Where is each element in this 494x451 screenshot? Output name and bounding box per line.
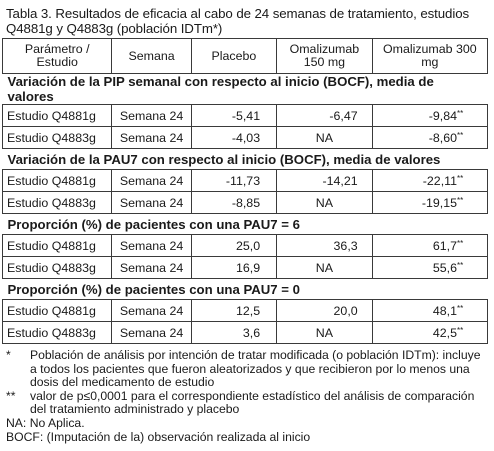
week-cell-value: Semana 24 — [119, 238, 184, 253]
footnote-text: Población de análisis por intención de tratar modificada (o población IDTm): incluye a todos los pacientes que fueron aleatorizados y que recibieron por lo menos una dosis del medicamento de estudio — [30, 348, 481, 390]
week-cell — [112, 105, 191, 127]
placebo-cell — [191, 192, 276, 214]
table-row — [3, 192, 488, 214]
significance-marker: ** — [457, 173, 464, 183]
omalizumab-150-cell-value: NA — [315, 260, 333, 275]
placebo-cell — [191, 300, 276, 322]
omalizumab-300-cell-value: -19,15 — [421, 195, 457, 210]
omalizumab-300-cell — [372, 235, 487, 257]
efficacy-table — [2, 38, 488, 344]
study-cell — [3, 127, 112, 149]
omalizumab-150-cell-value: 36,3 — [333, 238, 358, 253]
section-title-row — [3, 74, 488, 105]
omalizumab-300-cell — [372, 257, 487, 279]
table-row — [3, 257, 488, 279]
footnote-text: valor de p≤0,0001 para el correspondiente estadístico del análisis de comparación del tratamiento administrado y placebo — [30, 388, 475, 417]
omalizumab-300-cell — [372, 170, 487, 192]
placebo-cell-value: -5,41 — [231, 108, 261, 123]
section-title-row — [3, 214, 488, 235]
footnote — [6, 390, 490, 417]
study-cell-value: Estudio Q4883g — [7, 325, 96, 340]
omalizumab-150-cell — [277, 192, 373, 214]
placebo-cell — [191, 170, 276, 192]
placebo-cell-value: -4,03 — [231, 130, 261, 145]
table-row — [3, 105, 488, 127]
table-caption: Tabla 3. Resultados de eficacia al cabo de 24 semanas de tratamiento, estudios Q4881g y Q4883g (población IDTm*) — [6, 6, 470, 36]
omalizumab-150-cell — [277, 170, 373, 192]
omalizumab-150-cell — [277, 322, 373, 344]
footnote — [6, 431, 490, 445]
omalizumab-300-cell — [372, 322, 487, 344]
week-cell — [112, 127, 191, 149]
week-cell-value: Semana 24 — [119, 260, 184, 275]
week-cell — [112, 192, 191, 214]
table-row — [3, 322, 488, 344]
section-title: Proporción (%) de pacientes con una PAU7 = 6 — [3, 214, 488, 235]
study-cell-value: Estudio Q4881g — [7, 108, 96, 123]
omalizumab-150-cell-value: NA — [315, 195, 333, 210]
week-cell-value: Semana 24 — [119, 195, 184, 210]
study-cell — [3, 170, 112, 192]
omalizumab-150-cell-value: 20,0 — [333, 303, 358, 318]
significance-marker: ** — [457, 195, 464, 205]
omalizumab-150-cell — [277, 257, 373, 279]
placebo-cell — [191, 127, 276, 149]
week-cell — [112, 300, 191, 322]
placebo-cell-value: -11,73 — [225, 173, 261, 188]
footnote-mark: ** — [6, 388, 16, 403]
footnote-mark: * — [6, 348, 11, 362]
section-title: Variación de la PAU7 con respecto al inicio (BOCF), media de valores — [3, 149, 488, 170]
omalizumab-300-cell-value: 55,6 — [432, 260, 457, 275]
header-omalizumab-300: Omalizumab 300 mg — [372, 39, 487, 74]
study-cell — [3, 105, 112, 127]
study-cell — [3, 235, 112, 257]
section-title: Proporción (%) de pacientes con una PAU7 = 0 — [3, 279, 488, 300]
header-omalizumab-150: Omalizumab 150 mg — [277, 39, 373, 74]
table-row — [3, 170, 488, 192]
footnote — [6, 349, 490, 390]
omalizumab-300-cell — [372, 127, 487, 149]
placebo-cell-value: -8,85 — [231, 195, 261, 210]
placebo-cell-value: 25,0 — [235, 238, 261, 253]
week-cell-value: Semana 24 — [119, 303, 184, 318]
footnote-text: NA: No Aplica. — [6, 415, 85, 430]
study-cell-value: Estudio Q4881g — [7, 173, 96, 188]
header-semana: Semana — [112, 39, 191, 74]
placebo-cell-value: 16,9 — [235, 260, 261, 275]
study-cell-value: Estudio Q4883g — [7, 195, 96, 210]
footnote — [6, 417, 490, 431]
study-cell-value: Estudio Q4881g — [7, 303, 96, 318]
study-cell — [3, 257, 112, 279]
placebo-cell-value: 3,6 — [242, 325, 261, 340]
omalizumab-150-cell — [277, 235, 373, 257]
significance-marker: ** — [457, 130, 464, 140]
week-cell-value: Semana 24 — [119, 108, 184, 123]
placebo-cell — [191, 105, 276, 127]
omalizumab-150-cell — [277, 127, 373, 149]
omalizumab-150-cell — [277, 105, 373, 127]
omalizumab-300-cell-value: -8,60 — [428, 130, 457, 145]
significance-marker: ** — [457, 108, 464, 118]
significance-marker: ** — [457, 260, 464, 270]
omalizumab-300-cell-value: 61,7 — [432, 238, 457, 253]
study-cell-value: Estudio Q4883g — [7, 260, 96, 275]
study-cell — [3, 322, 112, 344]
week-cell — [112, 322, 191, 344]
table-header-row — [3, 39, 488, 74]
week-cell — [112, 235, 191, 257]
placebo-cell — [191, 235, 276, 257]
omalizumab-300-cell-value: -22,11 — [422, 173, 457, 188]
omalizumab-300-cell-value: -9,84 — [428, 108, 457, 123]
omalizumab-300-cell — [372, 192, 487, 214]
table-row — [3, 127, 488, 149]
omalizumab-150-cell-value: -14,21 — [322, 173, 358, 188]
placebo-cell-value: 12,5 — [235, 303, 261, 318]
omalizumab-150-cell-value: NA — [315, 130, 333, 145]
placebo-cell — [191, 257, 276, 279]
section-title-row — [3, 279, 488, 300]
omalizumab-150-cell-value: NA — [315, 325, 333, 340]
footnotes — [6, 349, 490, 444]
week-cell-value: Semana 24 — [119, 173, 184, 188]
study-cell — [3, 300, 112, 322]
significance-marker: ** — [457, 303, 464, 313]
significance-marker: ** — [457, 325, 464, 335]
week-cell-value: Semana 24 — [119, 130, 184, 145]
header-parametro-estudio: Parámetro / Estudio — [3, 39, 112, 74]
week-cell-value: Semana 24 — [119, 325, 184, 340]
study-cell-value: Estudio Q4881g — [7, 238, 96, 253]
omalizumab-300-cell — [372, 300, 487, 322]
footnote-text: BOCF: (Imputación de la) observación realizada al inicio — [6, 429, 311, 444]
section-title-row — [3, 149, 488, 170]
section-title: Variación de la PIP semanal con respecto al inicio (BOCF), media de valores — [3, 74, 488, 105]
week-cell — [112, 257, 191, 279]
omalizumab-300-cell — [372, 105, 487, 127]
week-cell — [112, 170, 191, 192]
significance-marker: ** — [457, 238, 464, 248]
omalizumab-150-cell — [277, 300, 373, 322]
table-row — [3, 235, 488, 257]
placebo-cell — [191, 322, 276, 344]
study-cell — [3, 192, 112, 214]
header-placebo: Placebo — [191, 39, 276, 74]
omalizumab-300-cell-value: 42,5 — [432, 325, 457, 340]
omalizumab-300-cell-value: 48,1 — [432, 303, 457, 318]
study-cell-value: Estudio Q4883g — [7, 130, 96, 145]
table-row — [3, 300, 488, 322]
omalizumab-150-cell-value: -6,47 — [329, 108, 358, 123]
